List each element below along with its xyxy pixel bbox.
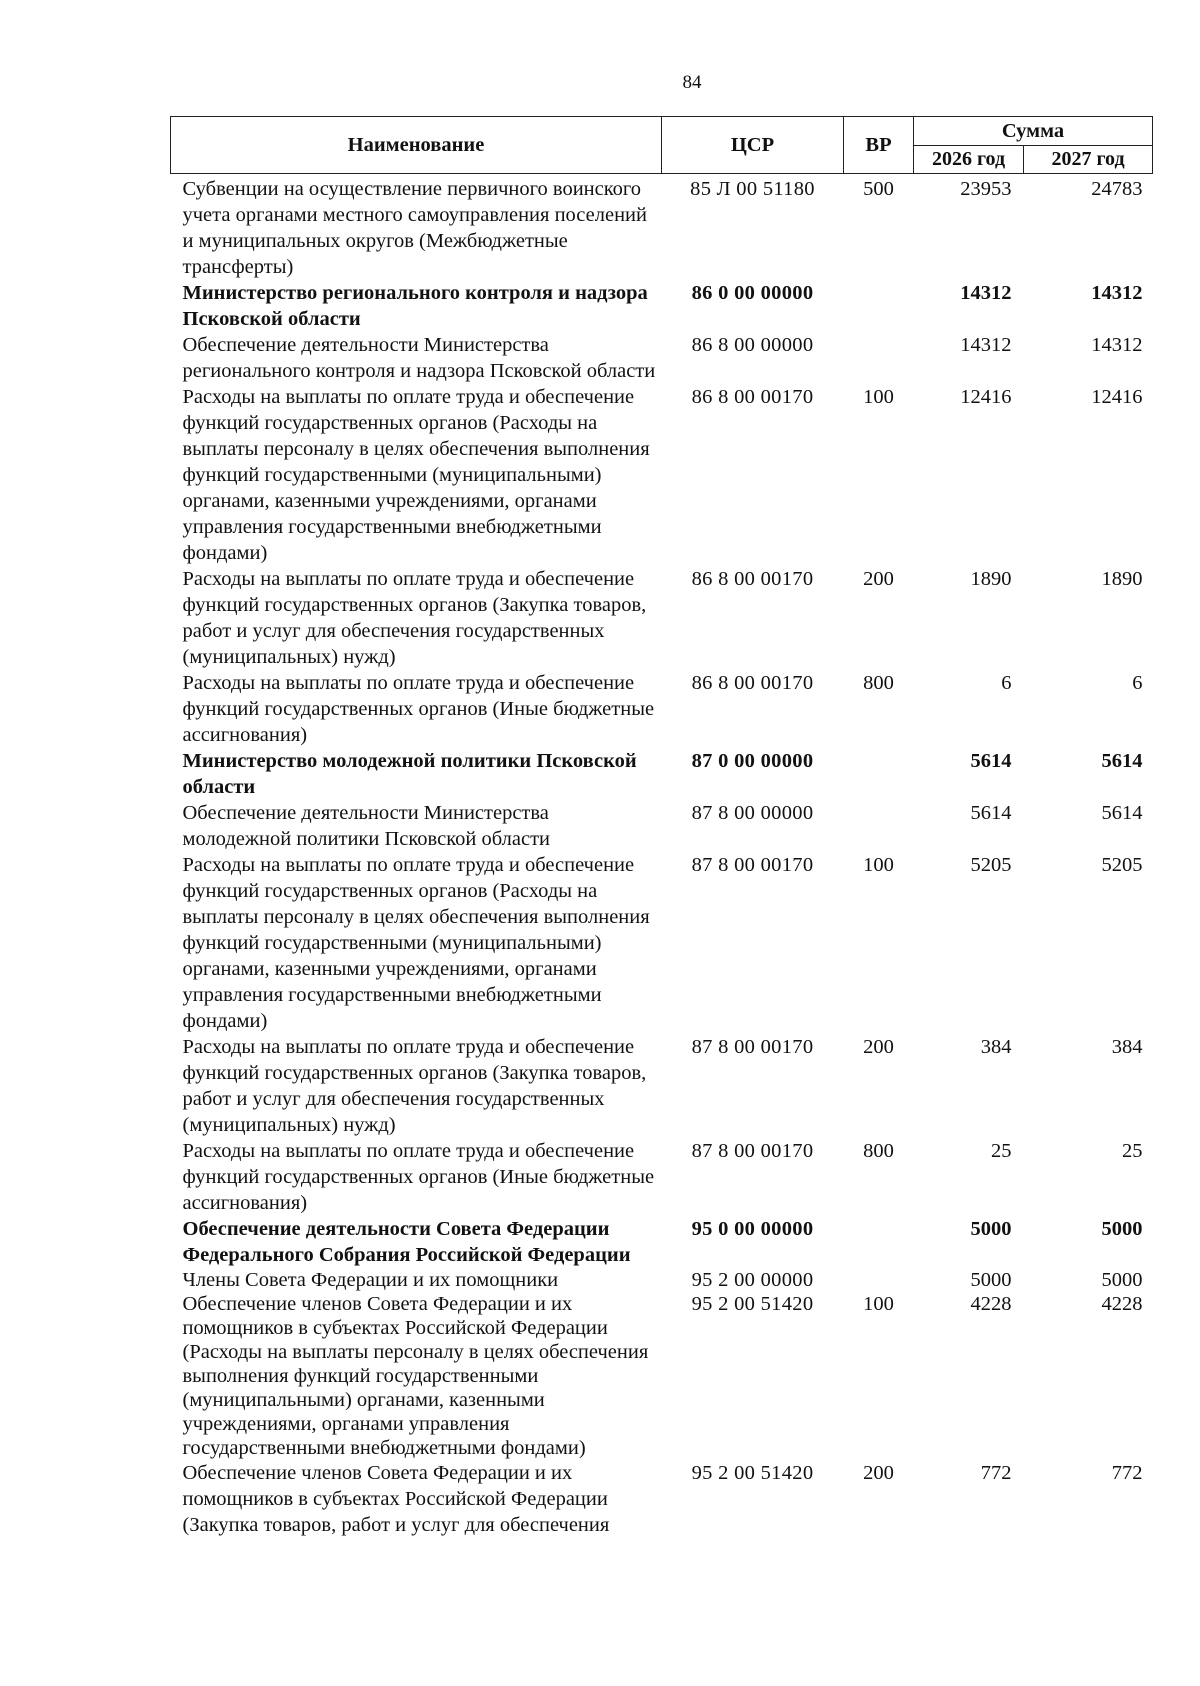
header-csr: ЦСР: [662, 117, 844, 174]
page-number: 84: [682, 72, 702, 93]
row-sum-2026: 384: [980, 1036, 1012, 1058]
row-vr-code: [844, 280, 914, 332]
table-row: [171, 1460, 1153, 1538]
row-sum-2027: 772: [1111, 1462, 1143, 1484]
row-name: Расходы на выплаты по оплате труда и обеспечение функций государственных органов (Иные бюджетные ассигнования): [182, 672, 655, 746]
row-name: Расходы на выплаты по оплате труда и обеспечение функций государственных органов (Закупка товаров, работ и услуг для обеспечения государственных (муниципальных) нужд): [182, 1036, 647, 1136]
row-csr-code: 86 8 00 00170: [691, 386, 814, 408]
row-sum-2027: 5205: [1101, 854, 1143, 876]
row-sum-2026: 772: [980, 1462, 1012, 1484]
row-sum-2027: 14312: [1091, 334, 1143, 356]
row-vr-code: 800: [863, 1140, 894, 1162]
row-sum-2027: 4228: [1101, 1293, 1143, 1315]
row-name: Обеспечение деятельности Министерства регионального контроля и надзора Псковской области: [182, 334, 656, 382]
row-sum-2027: 12416: [1091, 386, 1143, 408]
table-row: [171, 280, 1153, 332]
row-name: Обеспечение членов Совета Федерации и их помощников в субъектах Российской Федерации (Закупка товаров, работ и услуг для обеспечения: [182, 1462, 610, 1536]
row-sum-2027: 24783: [1091, 178, 1143, 200]
row-sum-2026: 14312: [960, 334, 1012, 356]
row-vr-code: [844, 1216, 914, 1268]
table-row: [171, 384, 1153, 566]
header-sum: Сумма: [914, 117, 1153, 146]
row-csr-code: 87 8 00 00170: [691, 1140, 814, 1162]
row-vr-code: 200: [863, 1036, 894, 1058]
row-vr-code: [844, 1268, 914, 1292]
row-sum-2026: 14312: [960, 282, 1012, 304]
table-row: [171, 332, 1153, 384]
row-sum-2027: 5000: [1101, 1218, 1143, 1240]
row-csr-code: 86 0 00 00000: [691, 282, 814, 304]
row-csr-code: 95 2 00 51420: [691, 1293, 814, 1315]
row-sum-2026: 5000: [970, 1218, 1012, 1240]
row-sum-2027: 5614: [1101, 750, 1143, 772]
row-csr-code: 86 8 00 00000: [691, 334, 814, 356]
row-sum-2027: 384: [1111, 1036, 1143, 1058]
row-sum-2027: 5000: [1101, 1269, 1143, 1291]
table-row: [171, 748, 1153, 800]
table-row: [171, 566, 1153, 670]
row-name: Расходы на выплаты по оплате труда и обеспечение функций государственных органов (Расходы на выплаты персоналу в целях обеспечения выполнения функций государственными (муниципальными) органами, казенными учреждениями, органами управления государственными внебюджетными фондами): [182, 854, 650, 1032]
row-sum-2027: 25: [1122, 1140, 1143, 1162]
row-vr-code: 100: [863, 854, 894, 876]
row-sum-2026: 5614: [970, 802, 1012, 824]
row-csr-code: 86 8 00 00170: [691, 672, 814, 694]
table-row: [171, 1216, 1153, 1268]
row-vr-code: 100: [863, 386, 894, 408]
row-name: Расходы на выплаты по оплате труда и обеспечение функций государственных органов (Закупка товаров, работ и услуг для обеспечения государственных (муниципальных) нужд): [182, 568, 647, 668]
header-year-2026: 2026 год: [914, 145, 1024, 174]
row-sum-2026: 6: [1001, 672, 1012, 694]
row-csr-code: 95 2 00 00000: [691, 1269, 814, 1291]
table-body: [171, 174, 1153, 1539]
row-name: Министерство молодежной политики Псковской области: [182, 750, 637, 798]
row-csr-code: 85 Л 00 51180: [690, 178, 815, 200]
budget-table: [170, 116, 1153, 1538]
row-csr-code: 86 8 00 00170: [691, 568, 814, 590]
row-sum-2026: 1890: [970, 568, 1012, 590]
row-vr-code: [844, 748, 914, 800]
row-name: Расходы на выплаты по оплате труда и обеспечение функций государственных органов (Расходы на выплаты персоналу в целях обеспечения выполнения функций государственными (муниципальными) органами, казенными учреждениями, органами управления государственными внебюджетными фондами): [182, 386, 650, 564]
row-sum-2027: 14312: [1091, 282, 1143, 304]
row-csr-code: 87 8 00 00000: [691, 802, 814, 824]
table-row: [171, 174, 1153, 281]
table-row: [171, 800, 1153, 852]
row-sum-2027: 6: [1132, 672, 1143, 694]
row-sum-2026: 12416: [960, 386, 1012, 408]
table-row: [171, 1138, 1153, 1216]
row-sum-2026: 25: [991, 1140, 1012, 1162]
table-row: [171, 1292, 1153, 1460]
table-row: [171, 670, 1153, 748]
row-name: Обеспечение членов Совета Федерации и их помощников в субъектах Российской Федерации (Расходы на выплаты персоналу в целях обеспечения выполнения функций государственными (муниципальными) органами, казенными учреждениями, органами управления государственными внебюджетными фондами): [182, 1293, 649, 1459]
row-sum-2026: 5614: [970, 750, 1012, 772]
row-vr-code: 200: [863, 568, 894, 590]
row-name: Обеспечение деятельности Министерства молодежной политики Псковской области: [182, 802, 551, 850]
row-csr-code: 87 0 00 00000: [691, 750, 814, 772]
row-sum-2026: 23953: [960, 178, 1012, 200]
row-name: Министерство регионального контроля и надзора Псковской области: [182, 282, 648, 330]
row-csr-code: 95 2 00 51420: [691, 1462, 814, 1484]
row-vr-code: 200: [863, 1462, 894, 1484]
row-vr-code: 800: [863, 672, 894, 694]
table-row: [171, 1034, 1153, 1138]
table-row: [171, 1268, 1153, 1292]
row-sum-2026: 4228: [970, 1293, 1012, 1315]
row-sum-2026: 5205: [970, 854, 1012, 876]
header-vr: ВР: [844, 117, 914, 174]
header-year-2027: 2027 год: [1024, 145, 1153, 174]
header-name: Наименование: [171, 117, 662, 174]
row-name: Обеспечение деятельности Совета Федерации Федерального Собрания Российской Федерации: [182, 1218, 631, 1266]
table-row: [171, 852, 1153, 1034]
row-name: Члены Совета Федерации и их помощники: [182, 1269, 559, 1291]
row-vr-code: 500: [863, 178, 894, 200]
row-sum-2026: 5000: [970, 1269, 1012, 1291]
table-header: [171, 117, 1153, 174]
row-csr-code: 95 0 00 00000: [691, 1218, 814, 1240]
row-sum-2027: 1890: [1101, 568, 1143, 590]
row-csr-code: 87 8 00 00170: [691, 854, 814, 876]
row-vr-code: [844, 800, 914, 852]
row-csr-code: 87 8 00 00170: [691, 1036, 814, 1058]
row-name: Субвенции на осуществление первичного воинского учета органами местного самоуправления поселений и муниципальных округов (Межбюджетные трансферты): [182, 178, 647, 278]
row-vr-code: [844, 332, 914, 384]
row-name: Расходы на выплаты по оплате труда и обеспечение функций государственных органов (Иные бюджетные ассигнования): [182, 1140, 655, 1214]
row-sum-2027: 5614: [1101, 802, 1143, 824]
row-vr-code: 100: [863, 1293, 894, 1315]
